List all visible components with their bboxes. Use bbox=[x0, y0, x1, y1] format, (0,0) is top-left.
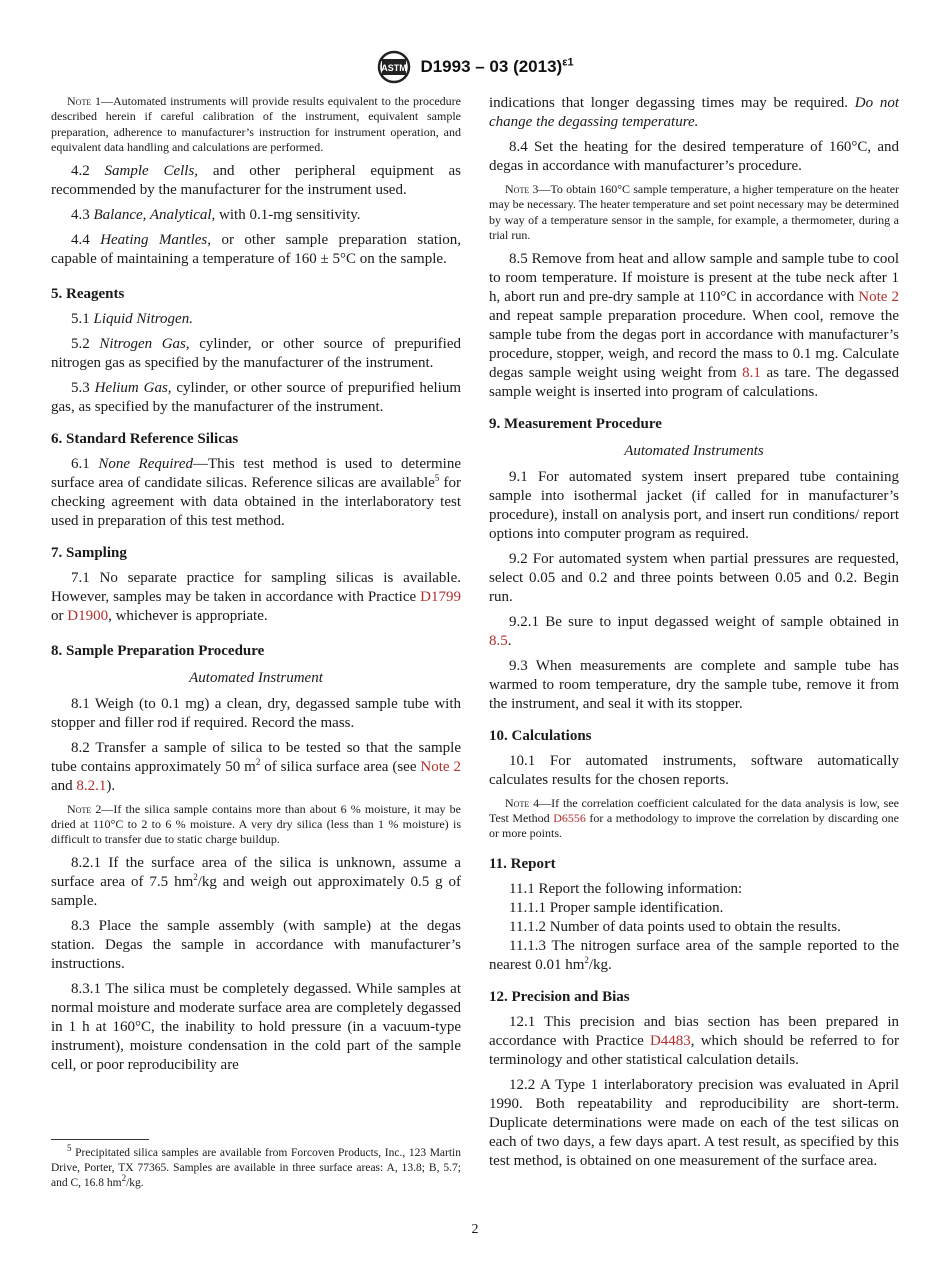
heading-measurement-procedure: 9. Measurement Procedure bbox=[489, 415, 662, 432]
heading-sample-preparation: 8. Sample Preparation Procedure bbox=[51, 642, 265, 659]
subheading-automated-instruments: Automated Instruments bbox=[624, 442, 764, 459]
section-8-3-1-continued: indications that longer degassing times may be required. Do not change the degassing temperature. bbox=[489, 95, 900, 130]
subheading-automated-instrument: Automated Instrument bbox=[189, 669, 323, 686]
svg-text:ASTM: ASTM bbox=[381, 63, 408, 73]
section-4-3: 4.3 Balance, Analytical, with 0.1-mg sensitivity. bbox=[71, 206, 361, 223]
section-6-1: 6.1 None Required—This test method is used to determine surface area of candidate silicas. Reference silicas are available$^5$ for checking agreement with data obtained in the interlaboratory test used in preparation of this test method. bbox=[51, 455, 461, 529]
footnote-divider bbox=[51, 1139, 149, 1140]
link-d4483[interactable]: D4483 bbox=[649, 1032, 691, 1049]
section-4-4: 4.4 Heating Mantles, or other sample preparation station, capable of maintaining a temperature of 160 ± 5°C on the sample. bbox=[51, 231, 461, 267]
section-11-1-1: 11.1.1 Proper sample identification. bbox=[509, 899, 724, 916]
link-d1900[interactable]: D1900 bbox=[67, 607, 109, 624]
link-8-1[interactable]: 8.1 bbox=[742, 364, 761, 381]
note-1: Note 1—Automated instruments will provide results equivalent to the procedure described herein if careful calibration of the instrument, equivalent sample preparation, adherence to manufacturer’s instruction for instrument operation, and equivalent data handling and calculations are performed. bbox=[51, 94, 461, 155]
link-note-2[interactable]: Note 2 bbox=[420, 758, 461, 775]
heading-report: 11. Report bbox=[489, 855, 556, 872]
link-note-2[interactable]: Note 2 bbox=[858, 288, 899, 305]
section-8-1: 8.1 Weigh (to 0.1 mg) a clean, dry, degassed sample tube with stopper and filler rod if required. Record the mass. bbox=[51, 695, 461, 731]
section-9-2: 9.2 For automated system when partial pressures are requested, select 0.05 and 0.2 and three points between 0.05 and 0.2. Begin run. bbox=[489, 550, 899, 605]
section-8-3: 8.3 Place the sample assembly (with sample) at the degas station. Degas the sample in accordance with manufacturer’s instructions. bbox=[51, 917, 461, 972]
link-d1799[interactable]: D1799 bbox=[420, 588, 461, 605]
section-11-1-2: 11.1.2 Number of data points used to obtain the results. bbox=[509, 918, 841, 935]
heading-calculations: 10. Calculations bbox=[489, 727, 592, 744]
astm-logo-icon bbox=[376, 50, 412, 84]
heading-precision-and-bias: 12. Precision and Bias bbox=[489, 988, 630, 1005]
link-8-5[interactable]: 8.5 bbox=[489, 632, 508, 649]
note-4: Note 4—If the correlation coefficient calculated for the data analysis is low, see Test Method D6556 for a methodology to improve the correlation by discarding one or more points. bbox=[489, 795, 900, 841]
heading-sampling: 7. Sampling bbox=[51, 544, 127, 561]
section-8-2-1: 8.2.1 If the surface area of the silica is unknown, assume a surface area of 7.5 $hm^2/kg$ and weigh out approximately 0.5 g of sample. bbox=[51, 854, 461, 909]
section-5-1: 5.1 Liquid Nitrogen. bbox=[71, 310, 193, 327]
section-4-2: 4.2 Sample Cells, and other peripheral equipment as recommended by the manufacturer for the instrument used. bbox=[51, 162, 461, 198]
heading-standard-reference-silicas: 6. Standard Reference Silicas bbox=[51, 430, 239, 447]
section-9-1: 9.1 For automated system insert prepared tube containing sample into isothermal jacket (if called for in manufacturer’s procedure), install on analysis port, and insert run conditions/ report options into computer program as required. bbox=[489, 468, 899, 542]
note-3: Note 3—To obtain 160°C sample temperature, a higher temperature on the heater may be necessary. The heater temperature and set point necessary may be determined by way of a temperature sensor in the sample, for example, a thermometer, during a trial run. bbox=[489, 182, 900, 243]
section-5-2: 5.2 Nitrogen Gas, cylinder, or other source of prepurified nitrogen gas as specified by the manufacturer of the instrument. bbox=[51, 335, 462, 371]
section-10-1: 10.1 For automated instruments, software automatically calculates results for the chosen reports. bbox=[489, 752, 899, 788]
left-column bbox=[51, 94, 461, 1081]
section-11-1: 11.1 Report the following information: bbox=[509, 880, 743, 897]
note-2: Note 2—If the silica sample contains more than about 6 % moisture, it may be dried at 110°C to 2 to 6 % moisture. A very dry silica (less than 1 % moisture) is difficult to transfer due to static charge buildup. bbox=[51, 801, 461, 847]
section-11-1-3: 11.1.3 The nitrogen surface area of the sample reported to the nearest 0.01 $hm^2/kg$. bbox=[489, 937, 899, 973]
section-8-2: 8.2 Transfer a sample of silica to be tested so that the sample tube contains approximately 50 $m^2$ of silica surface area (see Note 2 and 8.2.1). bbox=[51, 739, 461, 794]
section-7-1: 7.1 No separate practice for sampling silicas is available. However, samples may be taken in accordance with Practice D1799 or D1900, whichever is appropriate. bbox=[51, 569, 461, 624]
section-8-4: 8.4 Set the heating for the desired temperature of 160°C, and degas in accordance with manufacturer’s procedure. bbox=[489, 139, 899, 174]
section-5-3: 5.3 Helium Gas, cylinder, or other source of prepurified helium gas, as specified by the manufacturer of the instrument. bbox=[51, 379, 462, 415]
heading-reagents: 5. Reagents bbox=[51, 285, 125, 302]
footnote-5: $^5$ Precipitated silica samples are available from Forcoven Products, Inc., 123 Martin Drive, Porter, TX 77365. Samples are available in three surface areas: A, 13.8; B, 5.7; and C, 16.8 $hm^2/kg$. bbox=[51, 1143, 461, 1189]
link-8-2-1[interactable]: 8.2.1 bbox=[76, 777, 107, 794]
section-8-5: 8.5 Remove from heat and allow sample and sample tube to cool to room temperature. If moisture is present at the tube neck after 1 h, abort run and pre-dry sample at 110°C in accordance with Note 2 and repeat sample preparation procedure. When cool, remove the sample tube from the degas port in accordance with manufacturer’s procedure, stopper, weigh, and record the mass to 0.1 mg. Calculate degas sample weight using weight from 8.1 as tare. The degassed sample weight is inserted into program of calculations. bbox=[489, 250, 899, 400]
page-header bbox=[0, 50, 950, 89]
link-d6556[interactable]: D6556 bbox=[553, 811, 586, 826]
section-12-2: 12.2 A Type 1 interlaboratory precision was evaluated in April 1990. Both repeatability and reproducibility are short-term. Duplicate determinations were made on each of the test silicas on each of two days, a few days apart. A test result, as specified by this test method, is obtained on one measurement of the surface area. bbox=[489, 1076, 899, 1169]
document-designation: D1993 – 03 $(2013)^{\varepsilon 1}$ bbox=[420, 56, 574, 76]
section-12-1: 12.1 This precision and bias section has been prepared in accordance with Practice D4483, which should be referred to for terminology and other statistical calculation details. bbox=[489, 1013, 899, 1068]
section-9-3: 9.3 When measurements are complete and sample tube has warmed to room temperature, dry the sample tube, remove it from the instrument, and seal it with its stopper. bbox=[489, 657, 899, 712]
section-8-3-1: 8.3.1 The silica must be completely degassed. While samples at normal moisture and moderate surface area are completely degassed in 1 h at 160°C, the inability to hold pressure (in a vacuum-type instrument), moisture condensation in the cold part of the sample cell, or poor reproducibility are bbox=[51, 980, 461, 1073]
section-9-2-1: 9.2.1 Be sure to input degassed weight of sample obtained in 8.5. bbox=[489, 613, 899, 649]
right-column bbox=[489, 94, 899, 1177]
page-number: 2 bbox=[471, 1222, 479, 1237]
